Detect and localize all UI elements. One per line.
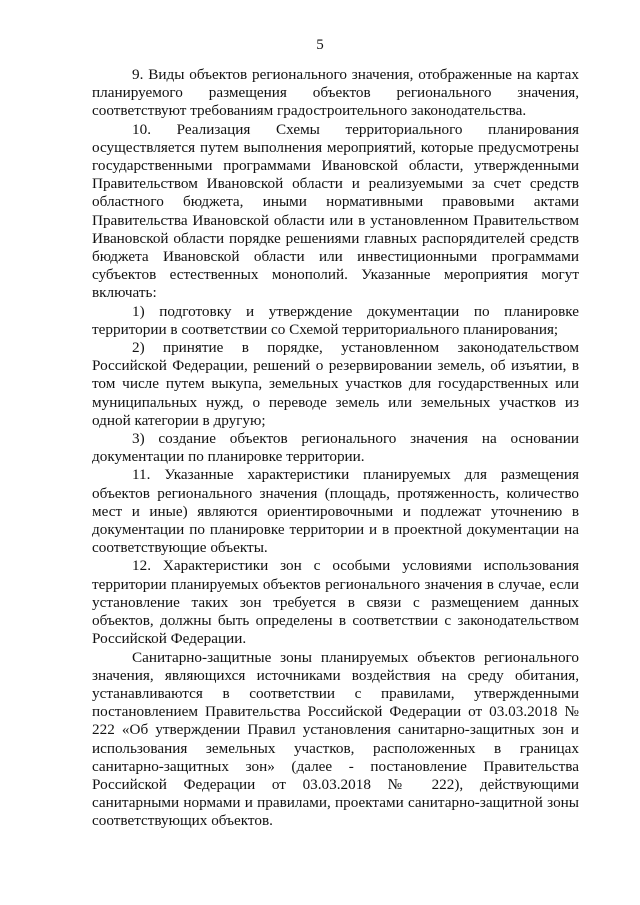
list-item-2: 2) принятие в порядке, установленном законодательством Российской Федерации, решений о резервировании земель, об изъятии, в том числе путем выкупа, земельных участков для государственных или муниципальных нужд, о переводе земель или земельных участков из одной категории в другую; bbox=[92, 339, 579, 429]
list-item-3: 3) создание объектов регионального значения на основании документации по планировке территории. bbox=[92, 430, 579, 466]
paragraph-sanitary-zones: Санитарно-защитные зоны планируемых объектов регионального значения, являющихся источниками воздействия на среду обитания, устанавливаются в соответствии с правилами, утвержденными постановлением Правительства Российской Федерации от 03.03.2018 № 222 «Об утверждении Правил установления санитарно-защитных зон и использования земельных участков, расположенных в границах санитарно-защитных зон» (далее - постановление Правительства Российской Федерации от 03.03.2018 № 222), действующими санитарными нормами и правилами, проектами санитарно-защитной зоны соответствующих объектов. bbox=[92, 648, 579, 830]
paragraph-12: 12. Характеристики зон с особыми условиями использования территории планируемых объектов регионального значения в случае, если установление таких зон требуется в связи с размещением данных объектов, должны быть определены в соответствии с законодательством Российской Федерации. bbox=[92, 557, 579, 648]
paragraph-11: 11. Указанные характеристики планируемых для размещения объектов регионального значения (площадь, протяженность, количество мест и иные) являются ориентировочными и подлежат уточнению в документации по планировке территории и в проектной документации на соответствующие объекты. bbox=[92, 466, 579, 557]
document-body bbox=[92, 66, 579, 831]
paragraph-9: 9. Виды объектов регионального значения, отображенные на картах планируемого размещения объектов регионального значения, соответствуют требованиям градостроительного законодательства. bbox=[92, 66, 579, 120]
page-number: 5 bbox=[316, 37, 324, 53]
paragraph-10: 10. Реализация Схемы территориального планирования осуществляется путем выполнения мероприятий, которые предусмотрены государственными программами Ивановской области, утвержденными Правительством Ивановской области и реализуемыми за счет средств областного бюджета, иными нормативными правовыми актами Правительства Ивановской области или в установленном Правительством Ивановской области порядке решениями главных распорядителей средств бюджета Ивановской области или инвестиционными программами субъектов естественных монополий. Указанные мероприятия могут включать: bbox=[92, 120, 579, 302]
list-item-1: 1) подготовку и утверждение документации по планировке территории в соответствии со Схемой территориального планирования; bbox=[92, 302, 579, 338]
